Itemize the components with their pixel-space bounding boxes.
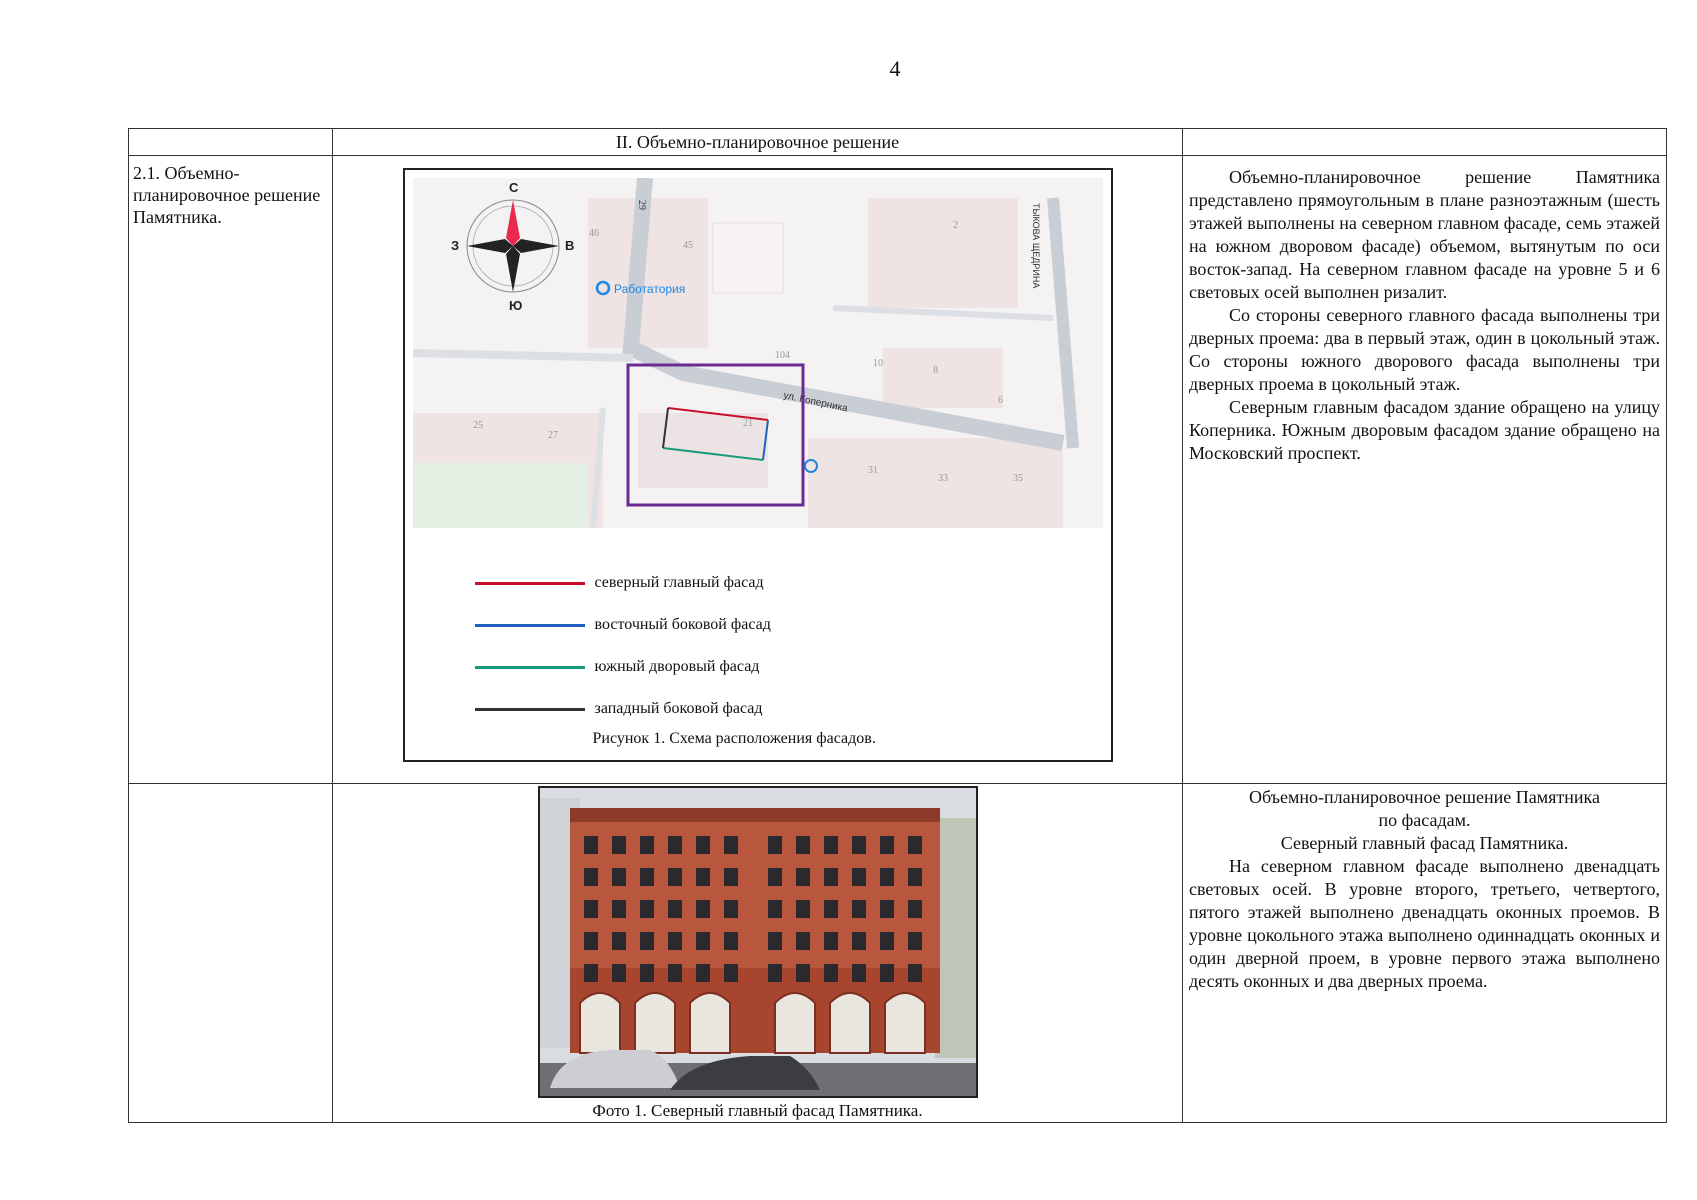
- map-road: [413, 353, 633, 358]
- facade-heading-line: Объемно-планировочное решение Памятника: [1248, 787, 1601, 807]
- map-block: [808, 438, 1063, 528]
- map-green: [413, 463, 588, 528]
- house-number: 45: [682, 240, 693, 251]
- description-paragraph: Северным главным фасадом здание обращено на улицу Коперника. Южным дворовым фасадом здание обращено на Московский проспект.: [1189, 397, 1660, 463]
- facade-photo: [538, 786, 978, 1098]
- legend-item: [475, 562, 771, 604]
- legend-line-west: [475, 708, 585, 711]
- photo-caption: Фото 1. Северный главный фасад Памятника.: [592, 1101, 923, 1120]
- street-label: ул. Коперника: [781, 390, 849, 415]
- row-label-empty: [129, 784, 333, 1123]
- map-block: [883, 348, 1003, 408]
- legend-item: [475, 604, 771, 646]
- compass-north-label: С: [508, 180, 518, 195]
- header-empty-left: [129, 129, 333, 156]
- facade-heading-line: по фасадам.: [1378, 810, 1471, 830]
- house-number: 29: [635, 200, 647, 210]
- facade-scheme-figure: [403, 168, 1113, 762]
- house-number: 8: [932, 365, 938, 376]
- house-number: 31: [867, 465, 878, 476]
- map-block: [713, 223, 783, 293]
- map-block: [868, 198, 1018, 308]
- facade-legend: [475, 562, 771, 730]
- poi-label: Работатория: [613, 282, 685, 296]
- legend-label: западный боковой фасад: [594, 700, 763, 717]
- page-number: 4: [889, 56, 901, 81]
- table-row: [129, 784, 1667, 1123]
- house-number: 10: [872, 358, 883, 369]
- legend-label: восточный боковой фасад: [594, 616, 771, 633]
- description-cell: [1183, 156, 1667, 784]
- house-number: 2: [952, 220, 958, 231]
- figure-cell: [333, 156, 1183, 784]
- content-table: [128, 128, 1667, 1123]
- legend-item: [475, 688, 771, 730]
- house-number: 21: [742, 418, 753, 429]
- house-number: 33: [937, 473, 948, 484]
- table-header-row: [129, 129, 1667, 156]
- compass-south-label: Ю: [508, 298, 522, 313]
- house-number: 6: [997, 395, 1003, 406]
- facade-heading-line: Северный главный фасад Памятника.: [1280, 833, 1569, 853]
- house-number: 27: [547, 430, 558, 441]
- row-label: 2.1. Объемно-планировочное решение Памятника.: [129, 156, 333, 784]
- legend-label: южный дворовый фасад: [594, 658, 760, 675]
- legend-label: северный главный фасад: [594, 574, 764, 591]
- house-number: 35: [1012, 473, 1023, 484]
- legend-line-south: [475, 666, 585, 669]
- figure-caption: Рисунок 1. Схема расположения фасадов.: [592, 730, 876, 747]
- legend-line-north: [475, 582, 585, 585]
- legend-item: [475, 646, 771, 688]
- description-paragraph: Объемно-планировочное решение Памятника представлено прямоугольным в плане разноэтажным (шесть этажей выполнены на северном главном фасаде, семь этажей на южном дворовом фасаде) объемом, вытянутым по оси восток-запад. На северном главном фасаде на уровне 5 и 6 световых осей выполнен ризалит.: [1189, 167, 1660, 302]
- house-number: 104: [774, 350, 790, 361]
- site-map: [413, 178, 1103, 528]
- header-empty-right: [1183, 129, 1667, 156]
- house-number: 25: [472, 420, 483, 431]
- side-street-label: ТЫКОВА ЩЕДРИНА: [1030, 203, 1041, 289]
- photo-cell: [333, 784, 1183, 1123]
- facade-description-cell: [1183, 784, 1667, 1123]
- compass-east-label: В: [564, 238, 574, 253]
- house-number: 46: [588, 228, 599, 239]
- photo-figure: [538, 786, 978, 1122]
- facade-description-paragraph: На северном главном фасаде выполнено двенадцать световых осей. В уровне второго, третьего, четвертого, пятого этажей выполнено двенадцать оконных проемов. В уровне цокольного этажа выполнено одиннадцать оконных и один дверной проем, в уровне первого этажа выполнено десять оконных и два дверных проема.: [1189, 856, 1660, 991]
- section-header: II. Объемно-планировочное решение: [333, 129, 1183, 156]
- compass-west-label: З: [450, 238, 459, 253]
- legend-line-east: [475, 624, 585, 627]
- table-row: [129, 156, 1667, 784]
- description-paragraph: Со стороны северного главного фасада выполнены три дверных проема: два в первый этаж, один в цокольный этаж. Со стороны южного дворового фасада выполнены три дверных проема в цокольный этаж.: [1189, 305, 1660, 394]
